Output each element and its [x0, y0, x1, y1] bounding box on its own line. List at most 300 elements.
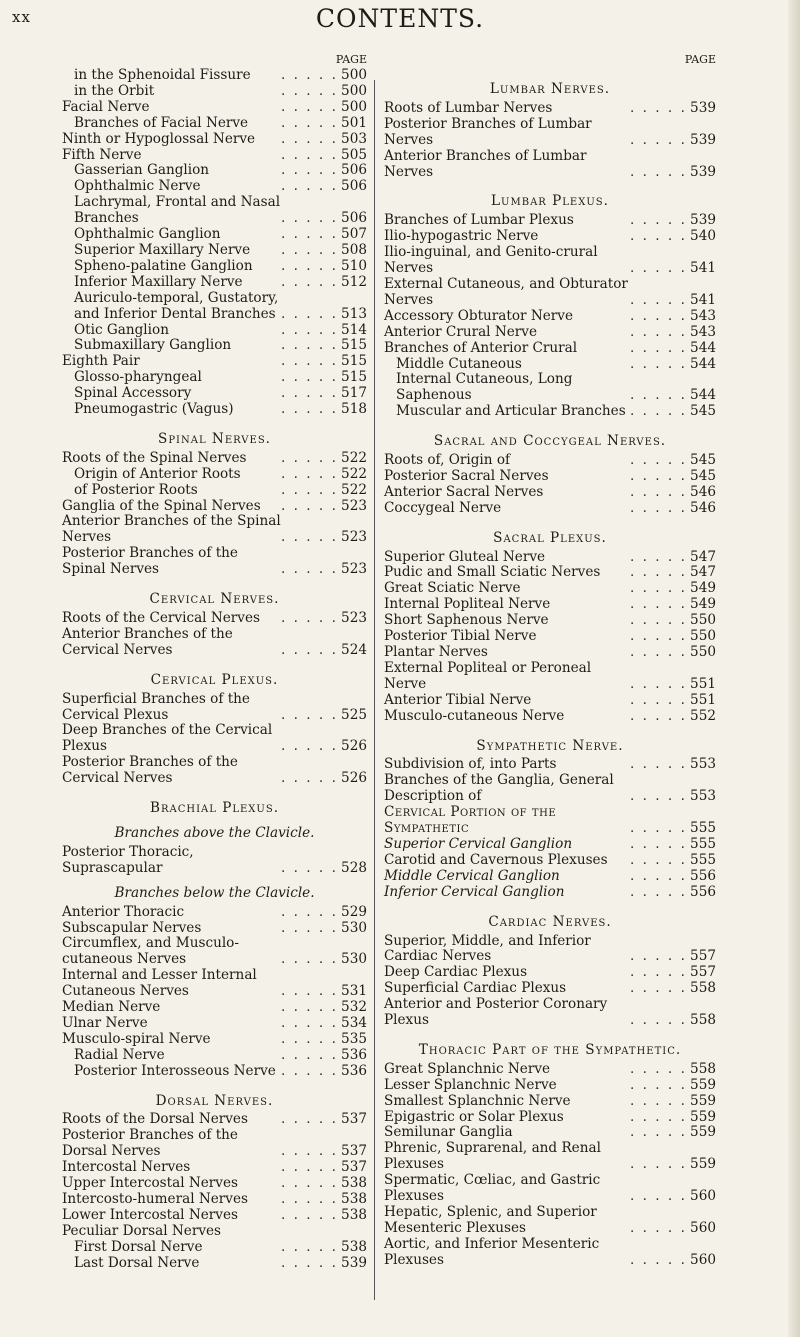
- dot-leader: [630, 1013, 686, 1029]
- entry-title: Spinal Accessory: [74, 385, 192, 402]
- dot-leader: [281, 643, 337, 659]
- entry-title: Middle Cutaneous: [396, 355, 522, 372]
- contents-entry: [384, 550, 716, 566]
- dot-leader: [630, 1157, 686, 1173]
- contents-entry: [384, 325, 716, 341]
- contents-entry: [384, 997, 716, 1029]
- contents-entry: [62, 755, 367, 787]
- dot-leader: [281, 1112, 337, 1128]
- entry-title: Roots of Lumbar Nerves: [384, 99, 553, 116]
- entry-page-number: 543: [690, 307, 716, 324]
- entry-page-number: 551: [690, 675, 716, 692]
- entry-title: External Cutaneous, and Obturator Nerves: [384, 275, 628, 308]
- entry-page-number: 518: [341, 401, 367, 418]
- entry-title: Aortic, and Inferior Mesenteric Plexuses: [384, 1235, 600, 1268]
- entry-title: Branches of the Ganglia, General Description of: [384, 772, 614, 805]
- subsection-heading: Branches below the Clavicle.: [114, 884, 315, 901]
- entry-title: Posterior Interosseous Nerve: [74, 1062, 276, 1079]
- contents-entry: [384, 581, 716, 597]
- entry-title: Hepatic, Splenic, and Superior Mesenteric Plexuses: [384, 1204, 597, 1236]
- entry-title: Musculo-cutaneous Nerve: [384, 707, 565, 724]
- dot-leader: [281, 1016, 337, 1032]
- entry-page-number: 515: [341, 337, 367, 354]
- contents-entry: [62, 402, 367, 418]
- contents-entry: [384, 149, 716, 181]
- entry-page-number: 529: [341, 903, 367, 920]
- entry-page-number: 537: [341, 1143, 367, 1160]
- entry-page-number: 522: [341, 449, 367, 466]
- contents-entry: [384, 965, 716, 981]
- contents-entry: [384, 885, 716, 901]
- section-heading: Lumbar Nerves.: [489, 81, 611, 97]
- entry-page-number: 552: [690, 707, 716, 724]
- entry-title: Pneumogastric (Vagus): [74, 401, 234, 418]
- entry-page-number: 545: [690, 452, 716, 469]
- entry-title: Last Dorsal Nerve: [74, 1254, 200, 1271]
- entry-page-number: 560: [690, 1251, 716, 1268]
- entry-page-number: 523: [341, 529, 367, 546]
- dot-leader: [630, 229, 686, 245]
- dot-leader: [630, 1253, 686, 1269]
- contents-entry: [384, 372, 716, 404]
- section-heading: Cardiac Nerves.: [488, 913, 612, 930]
- dot-leader: [630, 981, 686, 997]
- section-heading: Sacral and Coccygeal Nerves.: [433, 433, 667, 450]
- section-heading: Thoracic Part of the Sympathetic.: [418, 1041, 682, 1058]
- dot-leader: [281, 562, 337, 578]
- entry-page-number: 538: [341, 1238, 367, 1255]
- entry-page-number: 560: [690, 1219, 716, 1236]
- entry-title: Spheno-palatine Ganglion: [74, 257, 253, 274]
- entry-title: External Popliteal or Peroneal Nerve: [384, 659, 592, 692]
- entry-title: Posterior Branches of the Spinal Nerves: [62, 545, 238, 578]
- entry-title: Anterior Tibial Nerve: [384, 691, 532, 708]
- entry-title: Circumflex, and Musculo-cutaneous Nerves: [62, 935, 239, 968]
- contents-entry: [62, 1128, 367, 1160]
- entry-title: Branches of Anterior Crural: [384, 339, 578, 356]
- entry-title: Posterior Tibial Nerve: [384, 628, 537, 645]
- entry-page-number: 545: [690, 403, 716, 420]
- entry-page-number: 550: [690, 644, 716, 660]
- entry-page-number: 559: [690, 1092, 716, 1109]
- dot-leader: [281, 483, 337, 499]
- contents-entry: [62, 1000, 367, 1016]
- entry-page-number: 541: [690, 260, 716, 277]
- dot-leader: [630, 613, 686, 629]
- entry-title: in the Sphenoidal Fissure: [74, 67, 251, 83]
- entry-page-number: 558: [690, 1060, 716, 1077]
- entry-title: Middle Cervical Ganglion: [384, 867, 560, 884]
- entry-page-number: 538: [341, 1206, 367, 1223]
- contents-entry: [62, 499, 367, 515]
- entry-page-number: 539: [690, 99, 716, 116]
- entry-title: Posterior Branches of the Cervical Nerves: [62, 754, 238, 787]
- contents-entry: [62, 1224, 367, 1240]
- entry-title: Ilio-hypogastric Nerve: [384, 228, 539, 245]
- contents-entry: [62, 148, 367, 164]
- contents-entry: [62, 467, 367, 483]
- entry-title: Origin of Anterior Roots: [74, 465, 241, 482]
- contents-entry: [384, 981, 716, 997]
- entry-title: Coccygeal Nerve: [384, 499, 502, 516]
- entry-title: in the Orbit: [74, 82, 155, 99]
- dot-leader: [281, 1064, 337, 1080]
- contents-entry: [384, 469, 716, 485]
- entry-page-number: 560: [690, 1188, 716, 1205]
- contents-entry: [384, 837, 716, 853]
- entry-title: Musculo-spiral Nerve: [62, 1030, 211, 1047]
- contents-entry: [62, 132, 367, 148]
- dot-leader: [281, 611, 337, 627]
- dot-leader: [630, 565, 686, 581]
- entry-page-number: 539: [690, 131, 716, 148]
- dot-leader: [630, 261, 686, 277]
- entry-page-number: 541: [690, 291, 716, 308]
- dot-leader: [281, 530, 337, 546]
- entry-title: Muscular and Articular Branches: [396, 403, 626, 420]
- entry-title: Ilio-inguinal, and Genito-crural Nerves: [384, 244, 598, 277]
- entry-page-number: 545: [690, 467, 716, 484]
- entry-page-number: 559: [690, 1124, 716, 1141]
- contents-entry: [62, 692, 367, 724]
- section-heading: Cervical Nerves.: [149, 591, 280, 608]
- dot-leader: [281, 243, 337, 259]
- entry-title: Anterior and Posterior Coronary Plexus: [384, 996, 608, 1029]
- contents-entry: [384, 1237, 716, 1269]
- entry-page-number: 539: [341, 1254, 367, 1271]
- contents-entry: [384, 934, 716, 966]
- dot-leader: [281, 921, 337, 937]
- dot-leader: [630, 965, 686, 981]
- contents-entry: [384, 597, 716, 613]
- dot-leader: [630, 885, 686, 901]
- entry-page-number: 549: [690, 596, 716, 613]
- entry-page-number: 508: [341, 241, 367, 258]
- entry-page-number: 523: [341, 610, 367, 626]
- entry-title: Ganglia of the Spinal Nerves: [62, 497, 261, 514]
- entry-page-number: 559: [690, 1108, 716, 1125]
- entry-title: Eighth Pair: [62, 353, 140, 370]
- entry-title: Posterior Branches of the Dorsal Nerves: [62, 1127, 238, 1160]
- contents-left-column: [62, 52, 367, 1272]
- entry-title: Semilunar Ganglia: [384, 1124, 513, 1141]
- dot-leader: [630, 309, 686, 325]
- entry-title: Anterior Thoracic: [62, 903, 185, 920]
- entry-page-number: 515: [341, 353, 367, 370]
- entry-page-number: 537: [341, 1159, 367, 1176]
- page-column-label: PAGE: [335, 53, 367, 66]
- dot-leader: [281, 338, 337, 354]
- contents-entry: [62, 291, 367, 323]
- entry-page-number: 532: [341, 999, 367, 1016]
- dot-leader: [630, 597, 686, 613]
- dot-leader: [281, 259, 337, 275]
- dot-leader: [630, 453, 686, 469]
- column-divider: [374, 80, 375, 1300]
- entry-page-number: 507: [341, 226, 367, 243]
- dot-leader: [281, 708, 337, 724]
- dot-leader: [630, 629, 686, 645]
- entry-title: Carotid and Cavernous Plexuses: [384, 851, 608, 868]
- contents-entry: [62, 1192, 367, 1208]
- page-edge: [788, 0, 800, 1337]
- contents-entry: [62, 100, 367, 116]
- entry-title: Great Splanchnic Nerve: [384, 1060, 551, 1077]
- contents-entry: [62, 227, 367, 243]
- contents-entry: [62, 243, 367, 259]
- entry-title: Superior Maxillary Nerve: [74, 241, 251, 258]
- dot-leader: [630, 821, 686, 837]
- contents-entry: [384, 693, 716, 709]
- entry-page-number: 530: [341, 919, 367, 936]
- dot-leader: [630, 581, 686, 597]
- entry-page-number: 556: [690, 883, 716, 900]
- dot-leader: [281, 116, 337, 132]
- entry-page-number: 530: [341, 951, 367, 968]
- dot-leader: [281, 179, 337, 195]
- entry-title: Submaxillary Ganglion: [74, 337, 232, 354]
- entry-title: Anterior Crural Nerve: [384, 323, 538, 340]
- entry-page-number: 546: [690, 499, 716, 516]
- entry-title: Anterior Sacral Nerves: [384, 483, 544, 500]
- contents-entry: [384, 1141, 716, 1173]
- contents-entry: [62, 1032, 367, 1048]
- dot-leader: [281, 211, 337, 227]
- subsection-heading: Branches above the Clavicle.: [114, 824, 315, 841]
- entry-title: Epigastric or Solar Plexus: [384, 1108, 564, 1125]
- dot-leader: [630, 550, 686, 566]
- entry-title: Roots of the Spinal Nerves: [62, 449, 247, 466]
- contents-entry: [62, 1176, 367, 1192]
- dot-leader: [630, 341, 686, 357]
- entry-title: Anterior Branches of the Spinal Nerves: [62, 513, 281, 546]
- entry-title: Ulnar Nerve: [62, 1014, 148, 1031]
- contents-entry: [384, 613, 716, 629]
- contents-entry: [62, 1112, 367, 1128]
- entry-page-number: 528: [341, 859, 367, 876]
- entry-title: Plantar Nerves: [384, 644, 488, 660]
- entry-page-number: 559: [690, 1076, 716, 1093]
- entry-page-number: 506: [341, 162, 367, 179]
- dot-leader: [630, 213, 686, 229]
- entry-title: Internal Popliteal Nerve: [384, 596, 551, 613]
- contents-entry: [384, 309, 716, 325]
- entry-title: Lachrymal, Frontal and Nasal Branches: [74, 194, 281, 227]
- entry-page-number: 557: [690, 948, 716, 965]
- entry-page-number: 500: [341, 82, 367, 99]
- entry-page-number: 534: [341, 1014, 367, 1031]
- contents-entry: [384, 1078, 716, 1094]
- dot-leader: [281, 739, 337, 755]
- dot-leader: [281, 1032, 337, 1048]
- dot-leader: [630, 404, 686, 420]
- entry-title: Deep Cardiac Plexus: [384, 964, 528, 981]
- dot-leader: [281, 68, 337, 84]
- dot-leader: [281, 354, 337, 370]
- entry-page-number: 543: [690, 323, 716, 340]
- dot-leader: [630, 709, 686, 725]
- section-heading: Brachial Plexus.: [149, 800, 280, 817]
- section-heading: Lumbar Plexus.: [491, 193, 609, 210]
- dot-leader: [630, 325, 686, 341]
- contents-entry: [62, 1048, 367, 1064]
- contents-entry: [62, 84, 367, 100]
- entry-page-number: 553: [690, 788, 716, 805]
- dot-leader: [630, 165, 686, 181]
- entry-title: Internal and Lesser Internal Cutaneous Nerves: [62, 967, 257, 1000]
- contents-right-column: [384, 52, 716, 1269]
- entry-page-number: 549: [690, 580, 716, 597]
- dot-leader: [281, 984, 337, 1000]
- entry-title: Radial Nerve: [74, 1046, 165, 1063]
- entry-page-number: 544: [690, 339, 716, 356]
- dot-leader: [281, 1144, 337, 1160]
- contents-entry: [62, 968, 367, 1000]
- entry-title: Great Sciatic Nerve: [384, 580, 521, 597]
- contents-entry: [62, 179, 367, 195]
- entry-page-number: 559: [690, 1156, 716, 1173]
- contents-entry: [384, 213, 716, 229]
- dot-leader: [630, 1125, 686, 1141]
- contents-entry: [62, 354, 367, 370]
- entry-page-number: 539: [690, 212, 716, 229]
- entry-title: Branches of Lumbar Plexus: [384, 212, 574, 229]
- contents-entry: [62, 195, 367, 227]
- contents-entry: [62, 338, 367, 354]
- entry-page-number: 556: [690, 867, 716, 884]
- entry-title: Roots of the Cervical Nerves: [62, 610, 260, 626]
- contents-entry: [384, 1173, 716, 1205]
- contents-entry: [62, 611, 367, 627]
- dot-leader: [630, 1221, 686, 1237]
- entry-title: Facial Nerve: [62, 98, 150, 115]
- contents-entry: [384, 341, 716, 357]
- contents-entry: [384, 565, 716, 581]
- entry-title: Auriculo-temporal, Gustatory, and Inferior Dental Branches: [74, 289, 279, 322]
- contents-entry: [384, 485, 716, 501]
- entry-title: Superficial Branches of the Cervical Plexus: [62, 690, 250, 723]
- entry-page-number: 503: [341, 130, 367, 147]
- entry-page-number: 558: [690, 980, 716, 997]
- entry-title: Glosso-pharyngeal: [74, 369, 202, 386]
- contents-entry: [384, 1094, 716, 1110]
- entry-page-number: 544: [690, 387, 716, 404]
- entry-title: Subdivision of, into Parts: [384, 756, 557, 773]
- contents-entry: [384, 645, 716, 661]
- dot-leader: [630, 1189, 686, 1205]
- entry-title: First Dorsal Nerve: [74, 1238, 203, 1255]
- entry-title: Peculiar Dorsal Nerves: [62, 1222, 222, 1239]
- entry-title: Posterior Thoracic, Suprascapular: [62, 843, 194, 876]
- dot-leader: [281, 163, 337, 179]
- dot-leader: [630, 645, 686, 661]
- entry-page-number: 555: [690, 835, 716, 852]
- dot-leader: [630, 469, 686, 485]
- dot-leader: [630, 757, 686, 773]
- section-heading: Sympathetic Nerve.: [476, 737, 624, 754]
- entry-title: Short Saphenous Nerve: [384, 612, 549, 629]
- dot-leader: [630, 357, 686, 373]
- contents-entry: [384, 773, 716, 805]
- page-number-roman: xx: [12, 8, 31, 26]
- entry-title: Inferior Maxillary Nerve: [74, 273, 243, 290]
- dot-leader: [281, 952, 337, 968]
- dot-leader: [630, 949, 686, 965]
- entry-page-number: 550: [690, 628, 716, 645]
- dot-leader: [630, 485, 686, 501]
- dot-leader: [630, 1062, 686, 1078]
- entry-title: Superior Cervical Ganglion: [384, 835, 573, 852]
- entry-title: Superior Gluteal Nerve: [384, 548, 546, 565]
- contents-entry: [384, 869, 716, 885]
- entry-page-number: 557: [690, 964, 716, 981]
- entry-page-number: 506: [341, 178, 367, 195]
- entry-page-number: 500: [341, 67, 367, 83]
- contents-entry: [384, 357, 716, 373]
- contents-entry: [384, 117, 716, 149]
- entry-page-number: 550: [690, 612, 716, 629]
- contents-entry: [384, 229, 716, 245]
- entry-title: Ophthalmic Ganglion: [74, 226, 221, 243]
- entry-page-number: 555: [690, 851, 716, 868]
- entry-title: Lesser Splanchnic Nerve: [384, 1076, 557, 1093]
- contents-entry: [384, 757, 716, 773]
- entry-page-number: 522: [341, 465, 367, 482]
- entry-title: Subscapular Nerves: [62, 919, 202, 936]
- dot-leader: [281, 467, 337, 483]
- entry-title: Fifth Nerve: [62, 146, 142, 163]
- entry-page-number: 537: [341, 1111, 367, 1128]
- contents-entry: [384, 853, 716, 869]
- contents-entry: [62, 514, 367, 546]
- page-column-label: PAGE: [684, 53, 716, 66]
- dot-leader: [281, 771, 337, 787]
- contents-entry: [62, 451, 367, 467]
- dot-leader: [281, 861, 337, 877]
- entry-title: Upper Intercostal Nerves: [62, 1175, 239, 1192]
- dot-leader: [281, 905, 337, 921]
- entry-title: Superior, Middle, and Inferior Cardiac Nerves: [384, 932, 591, 965]
- dot-leader: [630, 1110, 686, 1126]
- contents-entry: [62, 483, 367, 499]
- contents-entry: [384, 1062, 716, 1078]
- contents-entry: [62, 1064, 367, 1080]
- page-title: CONTENTS.: [315, 4, 485, 33]
- entry-title: Roots of the Dorsal Nerves: [62, 1111, 248, 1128]
- contents-entry: [62, 845, 367, 877]
- entry-title: Lower Intercostal Nerves: [62, 1206, 238, 1223]
- contents-entry: [62, 163, 367, 179]
- contents-entry: [62, 1160, 367, 1176]
- contents-entry: [62, 370, 367, 386]
- dot-leader: [630, 293, 686, 309]
- entry-title: Roots of, Origin of: [384, 452, 511, 469]
- entry-title: Anterior Branches of the Cervical Nerves: [62, 625, 233, 658]
- dot-leader: [281, 386, 337, 402]
- entry-title: Posterior Sacral Nerves: [384, 467, 549, 484]
- dot-leader: [630, 501, 686, 517]
- dot-leader: [281, 1256, 337, 1272]
- entry-title: Deep Branches of the Cervical Plexus: [62, 722, 273, 755]
- entry-page-number: 538: [341, 1175, 367, 1192]
- entry-page-number: 531: [341, 983, 367, 1000]
- dot-leader: [630, 388, 686, 404]
- entry-title: Ophthalmic Nerve: [74, 178, 201, 195]
- contents-entry: [384, 1205, 716, 1237]
- entry-title: Smallest Splanchnic Nerve: [384, 1092, 571, 1109]
- dot-leader: [281, 1208, 337, 1224]
- entry-title: Branches of Facial Nerve: [74, 114, 249, 131]
